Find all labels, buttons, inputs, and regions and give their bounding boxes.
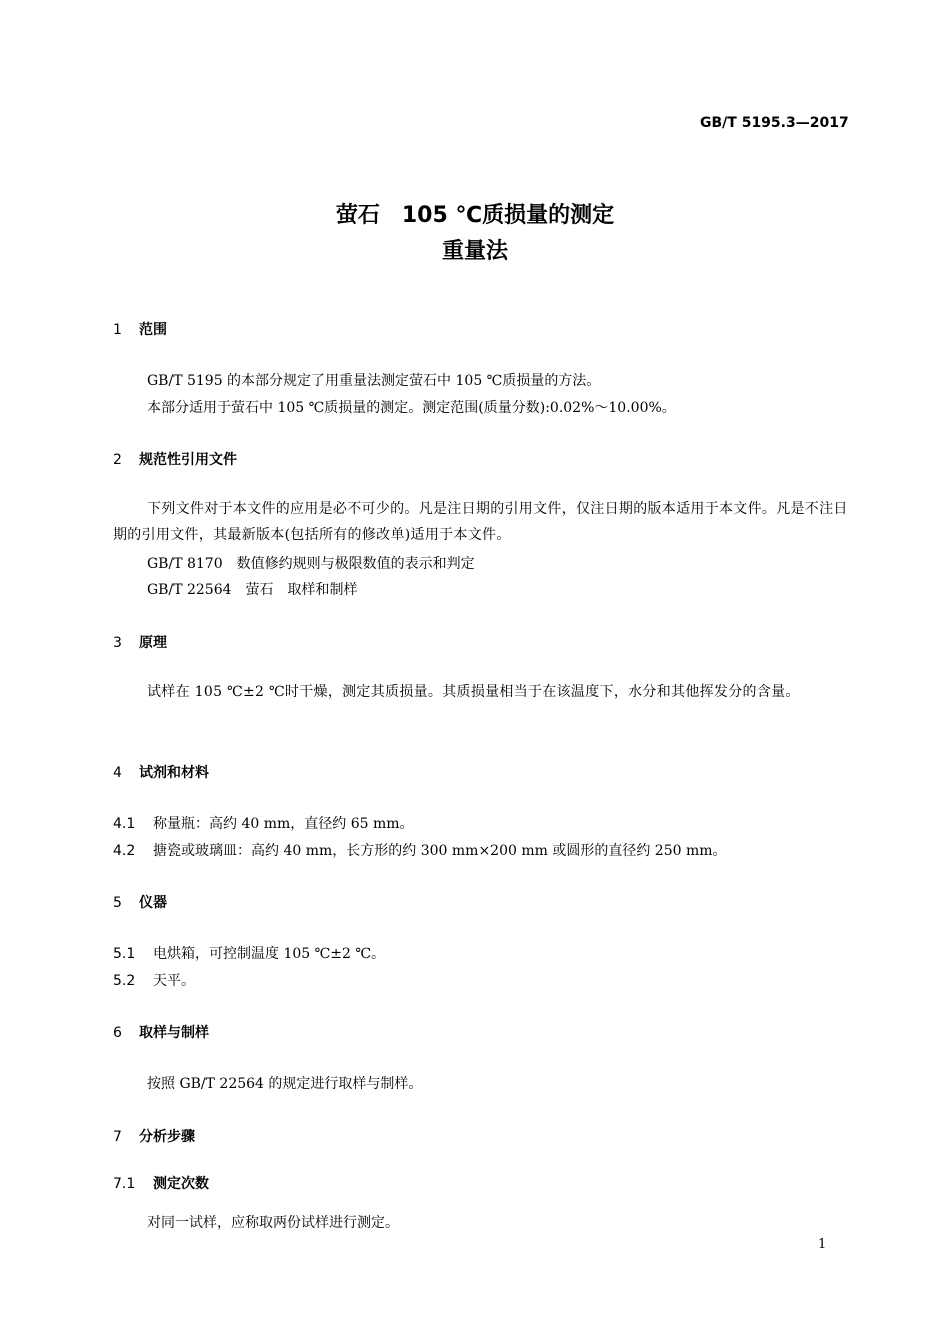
item-number: 4.1 [113, 816, 136, 832]
item-text: 电烘箱，可控制温度 105 ℃±2 ℃。 [153, 946, 386, 962]
section-title: 仪器 [139, 895, 167, 911]
document-subtitle: 重量法 [441, 239, 508, 264]
section-number: 7 [113, 1129, 122, 1145]
list-item [113, 943, 385, 963]
section-number: 2 [113, 452, 122, 468]
section-6-heading [113, 1022, 209, 1042]
paragraph: 对同一试样，应称取两份试样进行测定。 [147, 1215, 399, 1231]
section-5-heading [113, 892, 167, 912]
item-text: 天平。 [153, 973, 195, 989]
paragraph: GB/T 5195 的本部分规定了用重量法测定萤石中 105 ℃质损量的方法。 [147, 373, 601, 389]
section-number: 6 [113, 1025, 122, 1041]
item-text: 搪瓷或玻璃皿：高约 40 mm，长方形的约 300 mm×200 mm 或圆形的直径约 250 mm。 [153, 843, 727, 859]
section-number: 3 [113, 635, 122, 651]
section-number: 1 [113, 322, 122, 338]
section-title: 原理 [139, 635, 167, 651]
section-1-heading [113, 319, 167, 339]
subsection-number: 7.1 [113, 1176, 136, 1192]
item-number: 4.2 [113, 843, 136, 859]
section-title: 试剂和材料 [139, 765, 209, 781]
standard-code: GB/T 5195.3—2017 [700, 115, 849, 131]
subsection-7-1-heading [113, 1173, 209, 1193]
section-7-heading [113, 1126, 195, 1146]
paragraph: 试样在 105 ℃±2 ℃时干燥，测定其质损量。其质损量相当于在该温度下，水分和其他挥发分的含量。 [147, 684, 800, 700]
section-title: 范围 [139, 322, 167, 338]
paragraph: 按照 GB/T 22564 的规定进行取样与制样。 [147, 1076, 423, 1092]
section-title: 分析步骤 [139, 1129, 195, 1145]
page-number: 1 [818, 1237, 827, 1252]
item-text: 称量瓶：高约 40 mm，直径约 65 mm。 [153, 816, 414, 832]
normative-reference: GB/T 8170 数值修约规则与极限数值的表示和判定 [147, 556, 475, 572]
list-item [113, 840, 727, 860]
section-3-heading [113, 632, 167, 652]
paragraph: 下列文件对于本文件的应用是必不可少的。凡是注日期的引用文件，仅注日期的版本适用于本文件。凡是不注日期的引用文件，其最新版本(包括所有的修改单)适用于本文件。 [113, 501, 848, 543]
normative-reference: GB/T 22564 萤石 取样和制样 [147, 582, 358, 598]
subsection-title: 测定次数 [153, 1176, 209, 1192]
section-title: 取样与制样 [139, 1025, 209, 1041]
section-number: 5 [113, 895, 122, 911]
list-item [113, 970, 195, 990]
list-item [113, 813, 414, 833]
item-number: 5.1 [113, 946, 136, 962]
document-title: 萤石 105 ℃质损量的测定 [335, 203, 615, 228]
section-title: 规范性引用文件 [139, 452, 237, 468]
paragraph: 本部分适用于萤石中 105 ℃质损量的测定。测定范围(质量分数):0.02%～10.00%。 [147, 400, 676, 416]
section-2-heading [113, 449, 237, 469]
section-4-heading [113, 762, 209, 782]
section-number: 4 [113, 765, 122, 781]
item-number: 5.2 [113, 973, 136, 989]
